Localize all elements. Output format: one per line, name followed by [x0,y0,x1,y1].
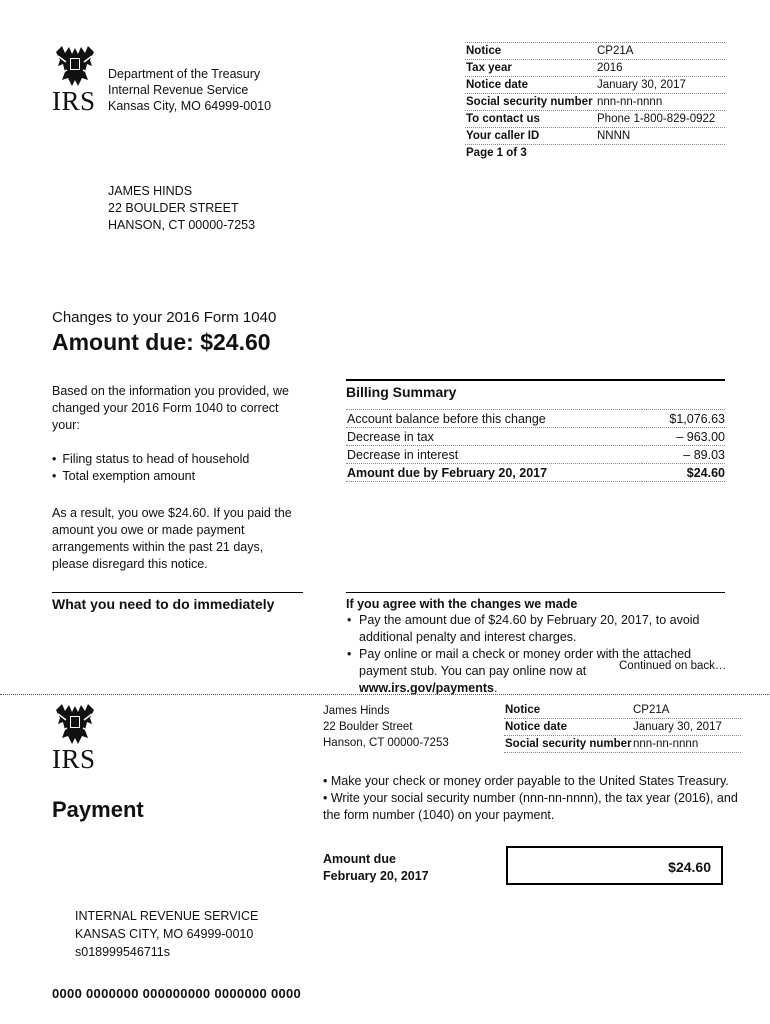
stub-info-table [504,702,741,753]
mailing-address-line: INTERNAL REVENUE SERVICE [75,909,259,923]
billing-row [346,410,725,428]
agree-list [346,612,725,697]
stub-info-label: Notice date [504,719,632,736]
result-text: As a result, you owe $24.60. If you paid the amount you owe or made payment arrangements within the past 21 days, please disregard this notice. [52,506,292,571]
recipient-line: JAMES HINDS [108,184,193,198]
billing-row [346,446,725,464]
agency-line: Kansas City, MO 64999-0010 [108,99,272,113]
section-divider [346,592,725,593]
notice-info-label: Notice date [465,77,596,94]
page-indicator: Page 1 of 3 [465,145,725,162]
billing-row [346,428,725,446]
stub-info-row [504,719,741,736]
billing-summary [346,379,725,482]
mailing-address [75,907,258,961]
agency-line: Internal Revenue Service [108,83,249,97]
agree-section [346,592,725,697]
billing-label: Decrease in interest [346,446,642,464]
notice-info-value: NNNN [596,128,725,145]
instruction-item: • Write your social security number (nnn-nn-nnnn), the tax year (2016), and the form number (1040) on your payment. [323,791,738,822]
stub-address-line: 22 Boulder Street [323,721,413,733]
recipient-line: 22 BOULDER STREET [108,201,239,215]
notice-info-row [465,94,725,111]
notice-info-value: nnn-nn-nnnn [596,94,725,111]
notice-info-row [465,43,725,60]
agree-list-item: • Pay the amount due of $24.60 by February 20, 2017, to avoid additional penalty and interest charges. [346,612,725,646]
what-to-do-section [52,592,303,612]
notice-info-label: To contact us [465,111,596,128]
notice-info-row [465,111,725,128]
notice-info-row [465,77,725,94]
instruction-text: Make your check or money order payable to the United States Treasury. [330,774,729,788]
mailing-address-line: KANSAS CITY, MO 64999-0010 [75,927,254,941]
recipient-line: HANSON, CT 00000-7253 [108,218,256,232]
payments-link[interactable]: www.irs.gov/payments [359,681,494,695]
instruction-text: Write your social security number (nnn-nn-nnnn), the tax year (2016), and the form number (1040) on your payment. [323,791,738,822]
payment-title: Payment [52,797,144,822]
changes-list-item: • Total exemption amount [52,468,249,485]
billing-label: Decrease in tax [346,428,642,446]
billing-total-row [346,464,725,482]
stub-info-value: January 30, 2017 [632,719,741,736]
billing-label: Account balance before this change [346,410,642,428]
notice-info-label: Tax year [465,60,596,77]
notice-info-value: 2016 [596,60,725,77]
notice-info-label: Notice [465,43,596,60]
section-divider [52,592,303,593]
amount-due-heading: Amount due: $24.60 [52,329,271,355]
mailing-address-line: s018999546711s [75,945,170,959]
stub-address-line: James Hinds [323,705,390,717]
agree-subtitle: If you agree with the changes we made [346,597,578,611]
notice-info-value: January 30, 2017 [596,77,725,94]
irs-wordmark: IRS [52,86,96,116]
stub-info-label: Notice [504,702,632,719]
billing-total-label: Amount due by February 20, 2017 [346,464,642,482]
billing-summary-title: Billing Summary [346,384,457,400]
agency-line: Department of the Treasury [108,67,261,81]
amount-due-date: February 20, 2017 [323,869,429,883]
amount-due-label: Amount due [323,852,396,866]
irs-eagle-icon [52,702,98,746]
notice-info-row [465,128,725,145]
stub-info-value: CP21A [632,702,741,719]
tear-line [0,694,770,695]
agree-list-item: • Pay online or mail a check or money order with the attached payment stub. You can pay online now at www.irs.gov/payments. [346,646,725,697]
billing-total-value: $24.60 [642,464,725,482]
notice-info-label: Your caller ID [465,128,596,145]
what-to-do-title: What you need to do immediately [52,596,275,612]
notice-info-label: Social security number [465,94,596,111]
notice-info-table [465,42,725,161]
page-indicator-row [465,145,725,162]
instruction-item: • Make your check or money order payable to the United States Treasury. [323,774,729,788]
scan-line: 0000 0000000 000000000 0000000 0000 [52,986,302,1001]
continued-note: Continued on back… [619,660,727,672]
agency-address [108,66,271,114]
amount-due-box[interactable]: $24.60 [506,846,723,885]
stub-info-value: nnn-nn-nnnn [632,736,741,753]
notice-info-value: CP21A [596,43,725,60]
billing-value: – 963.00 [642,428,725,446]
billing-divider [346,379,725,381]
irs-logo [52,44,98,115]
stub-info-row [504,736,741,753]
billing-value: – 89.03 [642,446,725,464]
intro-text: Based on the information you provided, we changed your 2016 Form 1040 to correct your: [52,384,289,432]
changes-list [52,451,249,485]
payment-instructions [323,773,743,824]
irs-logo-stub [52,702,98,773]
changes-heading: Changes to your 2016 Form 1040 [52,309,277,326]
billing-value: $1,076.63 [642,410,725,428]
stub-address [323,703,449,751]
stub-address-line: Hanson, CT 00000-7253 [323,737,449,749]
billing-table [346,409,725,482]
notice-info-value: Phone 1-800-829-0922 [596,111,725,128]
recipient-address [108,183,255,234]
irs-wordmark: IRS [52,744,96,774]
stub-info-row [504,702,741,719]
notice-info-row [465,60,725,77]
changes-list-item: • Filing status to head of household [52,451,249,468]
agree-item-text: Pay online or mail a check or money order with the attached payment stub. You can pay online now at [359,647,692,678]
amount-due-block [323,851,429,885]
stub-info-label: Social security number [504,736,632,753]
irs-eagle-icon [52,44,98,88]
